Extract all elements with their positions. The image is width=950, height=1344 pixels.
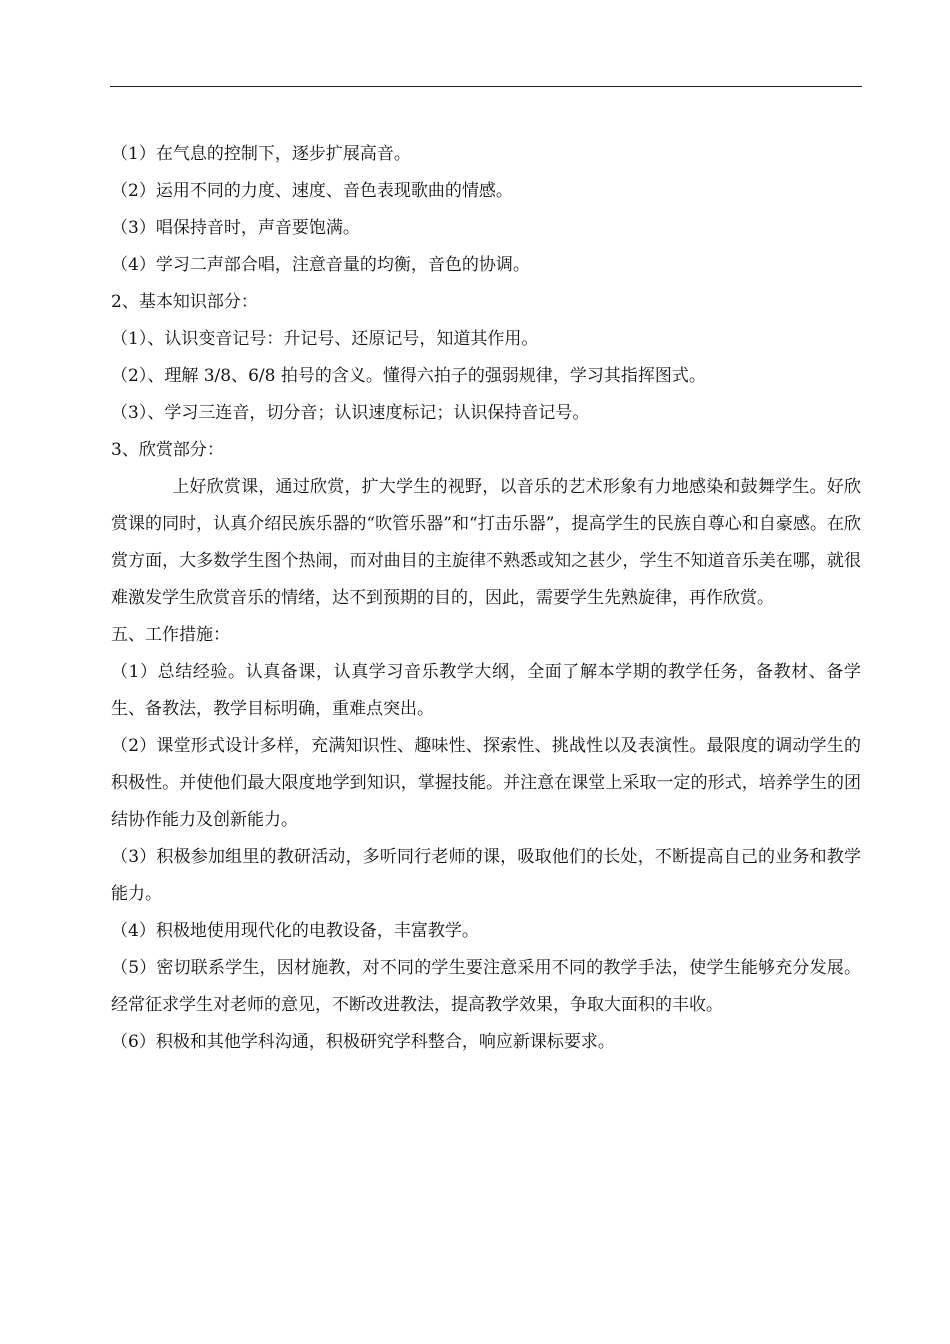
measure-item-5: （5）密切联系学生，因材施教，对不同的学生要注意采用不同的教学手法，使学生能够充分发展。经常征求学生对老师的意见，不断改进教法，提高教学效果，争取大面积的丰收。	[111, 958, 861, 1015]
header-rule	[110, 86, 862, 87]
singing-item-1: （1）在气息的控制下，逐步扩展高音。	[111, 144, 411, 164]
singing-item-2: （2）运用不同的力度、速度、音色表现歌曲的情感。	[111, 181, 513, 201]
measure-item-1: （1）总结经验。认真备课，认真学习音乐教学大纲，全面了解本学期的教学任务，备教材、备学生、备教法，教学目标明确，重难点突出。	[111, 662, 861, 719]
singing-item-3: （3）唱保持音时，声音要饱满。	[111, 218, 360, 238]
measure-item-4: （4）积极地使用现代化的电教设备，丰富教学。	[111, 921, 479, 941]
singing-item-4: （4）学习二声部合唱，注意音量的均衡，音色的协调。	[111, 255, 530, 275]
measure-item-2: （2）课堂形式设计多样，充满知识性、趣味性、探索性、挑战性以及表演性。最限度的调动学生的积极性。并使他们最大限度地学到知识，掌握技能。并注意在课堂上采取一定的形式，培养学生的团结协作能力及创新能力。	[111, 736, 861, 830]
measure-item-6: （6）积极和其他学科沟通，积极研究学科整合，响应新课标要求。	[111, 1032, 615, 1052]
knowledge-item-2: （2）、理解 3/8、6/8 拍号的含义。懂得六拍子的强弱规律，学习其指挥图式。	[111, 366, 706, 386]
knowledge-item-1: （1）、认识变音记号：升记号、还原记号，知道其作用。	[111, 329, 539, 349]
section-heading-appreciation: 3、欣赏部分：	[111, 440, 224, 460]
document-body	[111, 136, 861, 1061]
appreciation-paragraph: 上好欣赏课，通过欣赏，扩大学生的视野，以音乐的艺术形象有力地感染和鼓舞学生。好欣赏课的同时，认真介绍民族乐器的“吹管乐器”和“打击乐器”，提高学生的民族自尊心和自豪感。在欣赏方面，大多数学生图个热闹，而对曲目的主旋律不熟悉或知之甚少，学生不知道音乐美在哪，就很难激发学生欣赏音乐的情绪，达不到预期的目的，因此，需要学生先熟旋律，再作欣赏。	[111, 477, 861, 608]
measure-item-3: （3）积极参加组里的教研活动，多听同行老师的课，吸取他们的长处，不断提高自己的业务和教学能力。	[111, 847, 861, 904]
knowledge-item-3: （3）、学习三连音，切分音；认识速度标记；认识保持音记号。	[111, 403, 590, 423]
section-heading-work-measures: 五、工作措施：	[111, 625, 230, 645]
section-heading-basic-knowledge: 2、基本知识部分：	[111, 292, 258, 312]
